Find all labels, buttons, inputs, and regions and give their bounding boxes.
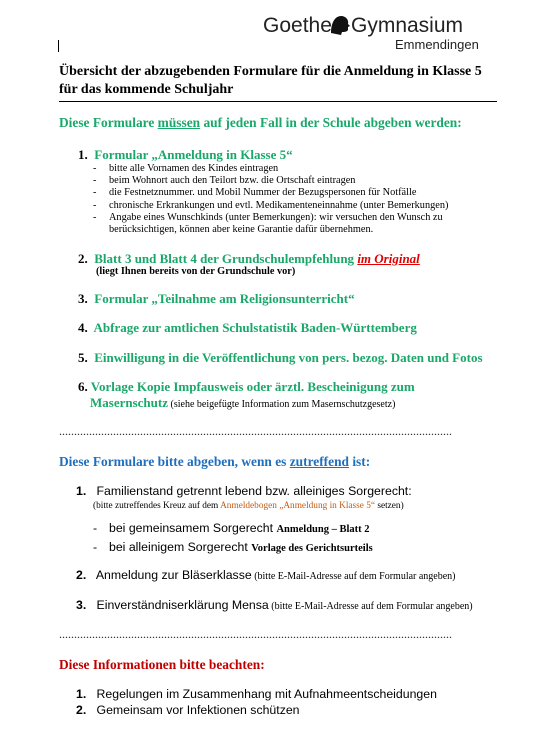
school-logo — [263, 10, 479, 52]
note-emph: Anmeldebogen „Anmeldung in Klasse 5“ — [220, 501, 376, 511]
logo-word-goethe: Goethe — [263, 14, 332, 37]
item-number: 3. — [76, 598, 87, 612]
list-item — [78, 378, 415, 395]
section-heading-optional — [59, 454, 370, 470]
item-text: Familienstand getrennt lebend bzw. alleiniges Sorgerecht: — [96, 484, 412, 498]
item-note: (liegt Ihnen bereits von der Grundschule vor) — [96, 266, 296, 277]
item-text: Abfrage zur amtlichen Schulstatistik Baden-Württemberg — [93, 320, 417, 335]
list-item — [78, 146, 293, 163]
item-note — [93, 501, 404, 511]
item-small-note: (siehe beigefügte Information zum Masernschutzgesetz) — [168, 399, 396, 410]
item-small-note: (bitte E-Mail-Adresse auf dem Formular angeben) — [268, 601, 473, 612]
item-number: 3. — [78, 291, 88, 306]
bullet-item: - Angabe eines Wunschkinds (unter Bemerkungen): wir versuchen den Wunsch zu — [93, 212, 448, 224]
item-number: 1. — [78, 147, 88, 162]
sub-bullet-list — [93, 521, 373, 559]
item-text: Einwilligung in die Veröffentlichung von pers. bezog. Daten und Fotos — [94, 350, 483, 365]
goethe-silhouette-icon — [327, 13, 351, 37]
item-text: Regelungen im Zusammenhang mit Aufnahmeentscheidungen — [96, 687, 437, 701]
item-small-note: (bitte E-Mail-Adresse auf dem Formular angeben) — [251, 571, 456, 582]
sub-bullet-text: bei alleinigem Sorgerecht — [109, 540, 252, 554]
item-number: 5. — [78, 350, 88, 365]
section-heading-post: ist: — [348, 454, 371, 469]
item-number: 1. — [76, 484, 87, 498]
item-emphasis: im Original — [357, 251, 420, 266]
note-post: setzen) — [375, 501, 404, 511]
bullet-item: - die Festnetznummer. und Mobil Nummer der Bezugspersonen für Notfälle — [93, 187, 448, 199]
list-item — [78, 349, 483, 366]
item-text: Anmeldung zur Bläserklasse — [95, 568, 252, 582]
dotted-separator: ................................................................................................................................... — [59, 424, 452, 438]
section-heading-emph: zutreffend — [289, 454, 349, 469]
list-item-continuation — [90, 394, 395, 413]
section-heading-pre: Diese Formulare bitte abgeben, wenn es — [59, 454, 290, 469]
item-text: Gemeinsam vor Infektionen schützen — [96, 703, 300, 717]
item-number: 2. — [76, 703, 87, 717]
list-item — [78, 319, 417, 336]
bullet-item: - bitte alle Vornamen des Kindes eintragen — [93, 163, 448, 175]
sub-bullet-bold: Anmeldung – Blatt 2 — [276, 524, 370, 535]
page-title: Übersicht der abzugebenden Formulare für die Anmeldung in Klasse 5 für das kommende Schuljahr — [59, 63, 497, 102]
list-item — [76, 687, 437, 702]
bullet-continuation-text: berücksichtigen, können aber keine Garantie dafür übernehmen. — [109, 224, 374, 236]
item-number: 6. — [78, 379, 88, 394]
sub-bullet-item — [93, 540, 373, 556]
dotted-separator: ................................................................................................................................... — [59, 627, 452, 641]
item-number: 1. — [76, 687, 87, 701]
item-number: 2. — [78, 251, 88, 266]
section-heading-emph: müssen — [157, 115, 201, 130]
list-item — [78, 290, 355, 307]
logo-word-gymnasium: Gymnasium — [351, 14, 464, 37]
sub-bullet-item — [93, 521, 373, 537]
list-item — [78, 250, 420, 267]
section-heading-pre: Diese Formulare — [59, 115, 158, 130]
list-item — [76, 568, 456, 584]
bullet-item: - beim Wohnort auch den Teilort bzw. die Ortschaft eintragen — [93, 175, 448, 187]
item-text: Blatt 3 und Blatt 4 der Grundschulempfehlung — [94, 251, 358, 266]
item-text: Einverständniserklärung Mensa — [96, 598, 269, 612]
section-heading-info: Diese Informationen bitte beachten: — [59, 657, 265, 672]
item-text: Formular „Anmeldung in Klasse 5“ — [94, 147, 293, 162]
note-pre: (bitte zutreffendes Kreuz auf dem — [93, 501, 221, 511]
bullet-continuation — [93, 224, 448, 236]
list-item — [76, 484, 412, 499]
item-number: 4. — [78, 320, 88, 335]
sub-bullet-bold: Vorlage des Gerichtsurteils — [251, 543, 373, 554]
sub-bullet-text: bei gemeinsamem Sorgerecht — [109, 521, 277, 535]
text-cursor — [58, 40, 59, 52]
section-heading-required — [59, 115, 462, 131]
list-item — [76, 703, 300, 718]
bullet-item: - chronische Erkrankungen und evtl. Medikamenteneinnahme (unter Bemerkungen) — [93, 200, 448, 212]
list-item — [76, 598, 473, 614]
bullet-list — [93, 163, 448, 236]
item-number: 2. — [76, 568, 87, 582]
section-heading-post: auf jeden Fall in der Schule abgeben werden: — [200, 115, 462, 130]
item-text: Vorlage Kopie Impfausweis oder ärztl. Bescheinigung zum — [90, 379, 415, 394]
item-text: Formular „Teilnahme am Religionsunterricht“ — [94, 291, 355, 306]
logo-subtitle: Emmendingen — [395, 37, 479, 52]
item-text-line2: Masernschutz — [90, 395, 168, 410]
